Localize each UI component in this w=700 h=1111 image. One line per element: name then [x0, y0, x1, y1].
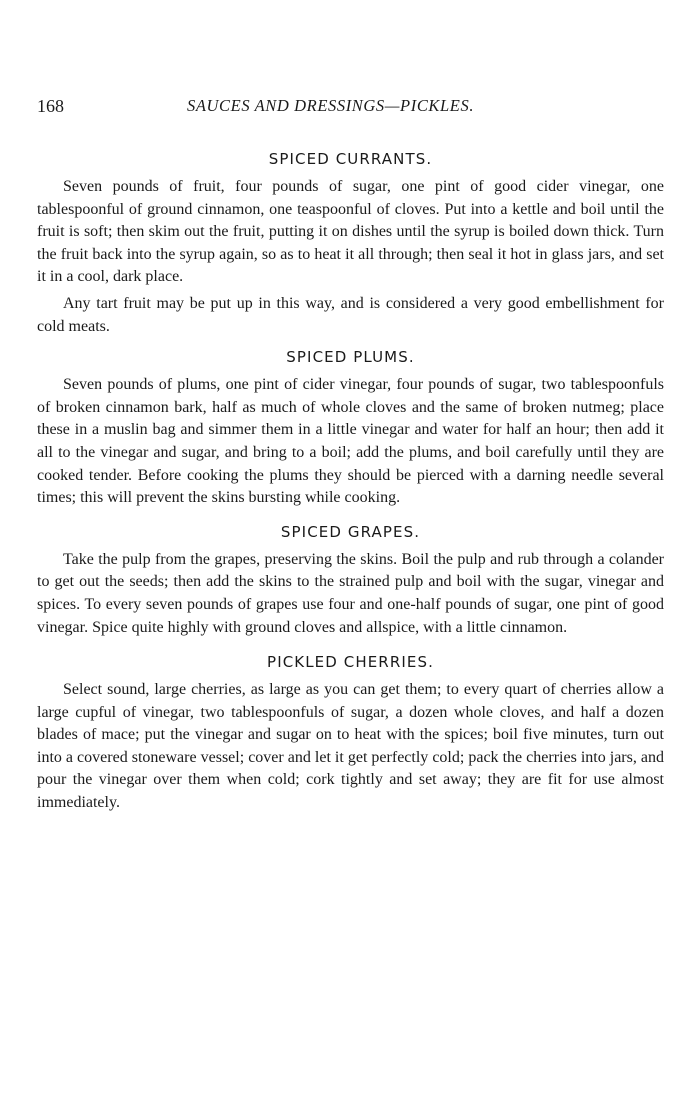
running-title: SAUCES AND DRESSINGS—PICKLES. [187, 96, 475, 115]
book-page [37, 96, 664, 815]
recipe-paragraph: Any tart fruit may be put up in this way, and is considered a very good embellishment for cold meats. [37, 294, 664, 335]
recipe-paragraph: Seven pounds of fruit, four pounds of sugar, one pint of good cider vinegar, one tablespoonful of ground cinnamon, one teaspoonful of cloves. Put into a kettle and boil until the fruit is soft; then skim out the fruit, putting it on dishes until the syrup is boiled down thick. Turn the fruit back into the syrup again, so as to heat it all through; then seal it hot in glass jars, and set it in a cool, dark place. [37, 178, 664, 286]
section-heading-spiced-grapes: SPICED GRAPES. [280, 522, 421, 541]
recipe-paragraph: Select sound, large cherries, as large as you can get them; to every quart of cherries allow a large cupful of vinegar, two tablespoonfuls of sugar, a dozen whole cloves, and half a dozen blades of mace; put the vinegar and sugar on to heat with the spices; boil five minutes, turn out into a covered stoneware vessel; cover and let it get perfectly cold; pack the cherries into jars, and pour the vinegar over them when cold; cork tightly and set away; they are fit for use almost immediately. [37, 681, 664, 812]
running-head [37, 96, 664, 122]
recipe-paragraph: Take the pulp from the grapes, preserving the skins. Boil the pulp and rub through a colander to get out the seeds; then add the skins to the strained pulp and boil with the sugar, vinegar and spices. To every seven pounds of grapes use four and one-half pounds of sugar, one pint of good vinegar. Spice quite highly with ground cloves and allspice, with a little cinnamon. [37, 550, 664, 636]
recipe-paragraph: Seven pounds of plums, one pint of cider vinegar, four pounds of sugar, two tablespoonfuls of broken cinnamon bark, half as much of whole cloves and the same of broken nutmeg; place these in a muslin bag and simmer them in a little vinegar and water for half an hour; then add it all to the vinegar and sugar, and bring to a boil; add the plums, and boil carefully until they are cooked tender. Before cooking the plums they should be pierced with a darning needle several times; this will prevent the skins bursting while cooking. [37, 376, 664, 507]
page-number: 168 [37, 96, 64, 116]
section-heading-spiced-plums: SPICED PLUMS. [286, 348, 415, 367]
section-heading-pickled-cherries: PICKLED CHERRIES. [267, 653, 434, 672]
section-heading-spiced-currants: SPICED CURRANTS. [268, 150, 433, 168]
